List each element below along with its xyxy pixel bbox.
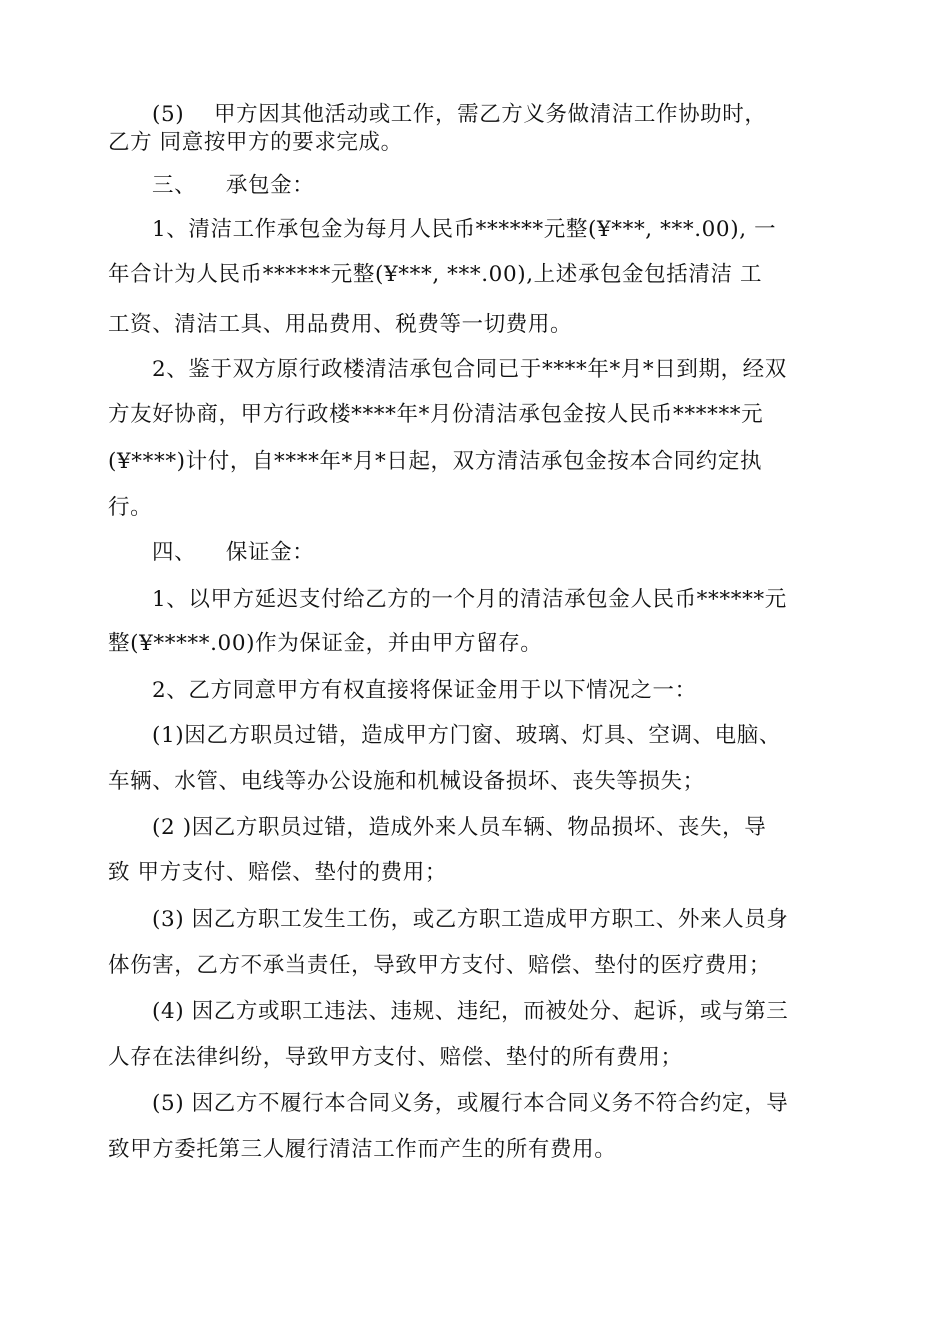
section-heading: 四、 保证金： xyxy=(152,540,315,565)
text-line: 方友好协商，甲方行政楼****年*月份清洁承包金按人民币******元 xyxy=(108,402,764,427)
text-line: (¥****)计付，自****年*月*日起，双方清洁承包金按本合同约定执 xyxy=(108,449,763,474)
text-line: 年合计为人民币******元整(¥***, ***.00),上述承包金包括清洁 工 xyxy=(108,262,763,287)
text-line: 1、清洁工作承包金为每月人民币******元整(¥***, ***.00), 一 xyxy=(152,217,777,242)
text-line: 致 甲方支付、赔偿、垫付的费用； xyxy=(108,860,447,885)
text-line: (2 )因乙方职员过错，造成外来人员车辆、物品损坏、丧失，导 xyxy=(152,815,767,840)
text-line: 2、乙方同意甲方有权直接将保证金用于以下情况之一： xyxy=(152,678,697,703)
text-line: 行。 xyxy=(108,495,153,520)
text-line: (4) 因乙方或职工违法、违规、违纪，而被处分、起诉，或与第三 xyxy=(152,999,789,1024)
text-line: (5) 甲方因其他活动或工作，需乙方义务做清洁工作协助时， xyxy=(152,102,767,127)
text-line: 体伤害，乙方不承当责任，导致甲方支付、赔偿、垫付的医疗费用； xyxy=(108,953,772,978)
text-line: (3) 因乙方职工发生工伤，或乙方职工造成甲方职工、外来人员身 xyxy=(152,907,789,932)
text-line: 人存在法律纠纷，导致甲方支付、赔偿、垫付的所有费用； xyxy=(108,1045,683,1070)
text-line: 工资、清洁工具、用品费用、税费等一切费用。 xyxy=(108,312,573,337)
text-line: 致甲方委托第三人履行清洁工作而产生的所有费用。 xyxy=(108,1137,617,1162)
text-line: 整(¥*****.00)作为保证金，并由甲方留存。 xyxy=(108,631,543,656)
text-line: (1)因乙方职员过错，造成甲方门窗、玻璃、灯具、空调、电脑、 xyxy=(152,723,781,748)
text-line: 1、以甲方延迟支付给乙方的一个月的清洁承包金人民币******元 xyxy=(152,587,787,612)
text-line: 2、鉴于双方原行政楼清洁承包合同已于****年*月*日到期，经双 xyxy=(152,357,787,382)
section-heading: 三、 承包金： xyxy=(152,173,315,198)
text-line: 乙方 同意按甲方的要求完成。 xyxy=(108,130,403,155)
text-line: 车辆、水管、电线等办公设施和机械设备损坏、丧失等损失； xyxy=(108,769,705,794)
text-line: (5) 因乙方不履行本合同义务，或履行本合同义务不符合约定，导 xyxy=(152,1091,789,1116)
